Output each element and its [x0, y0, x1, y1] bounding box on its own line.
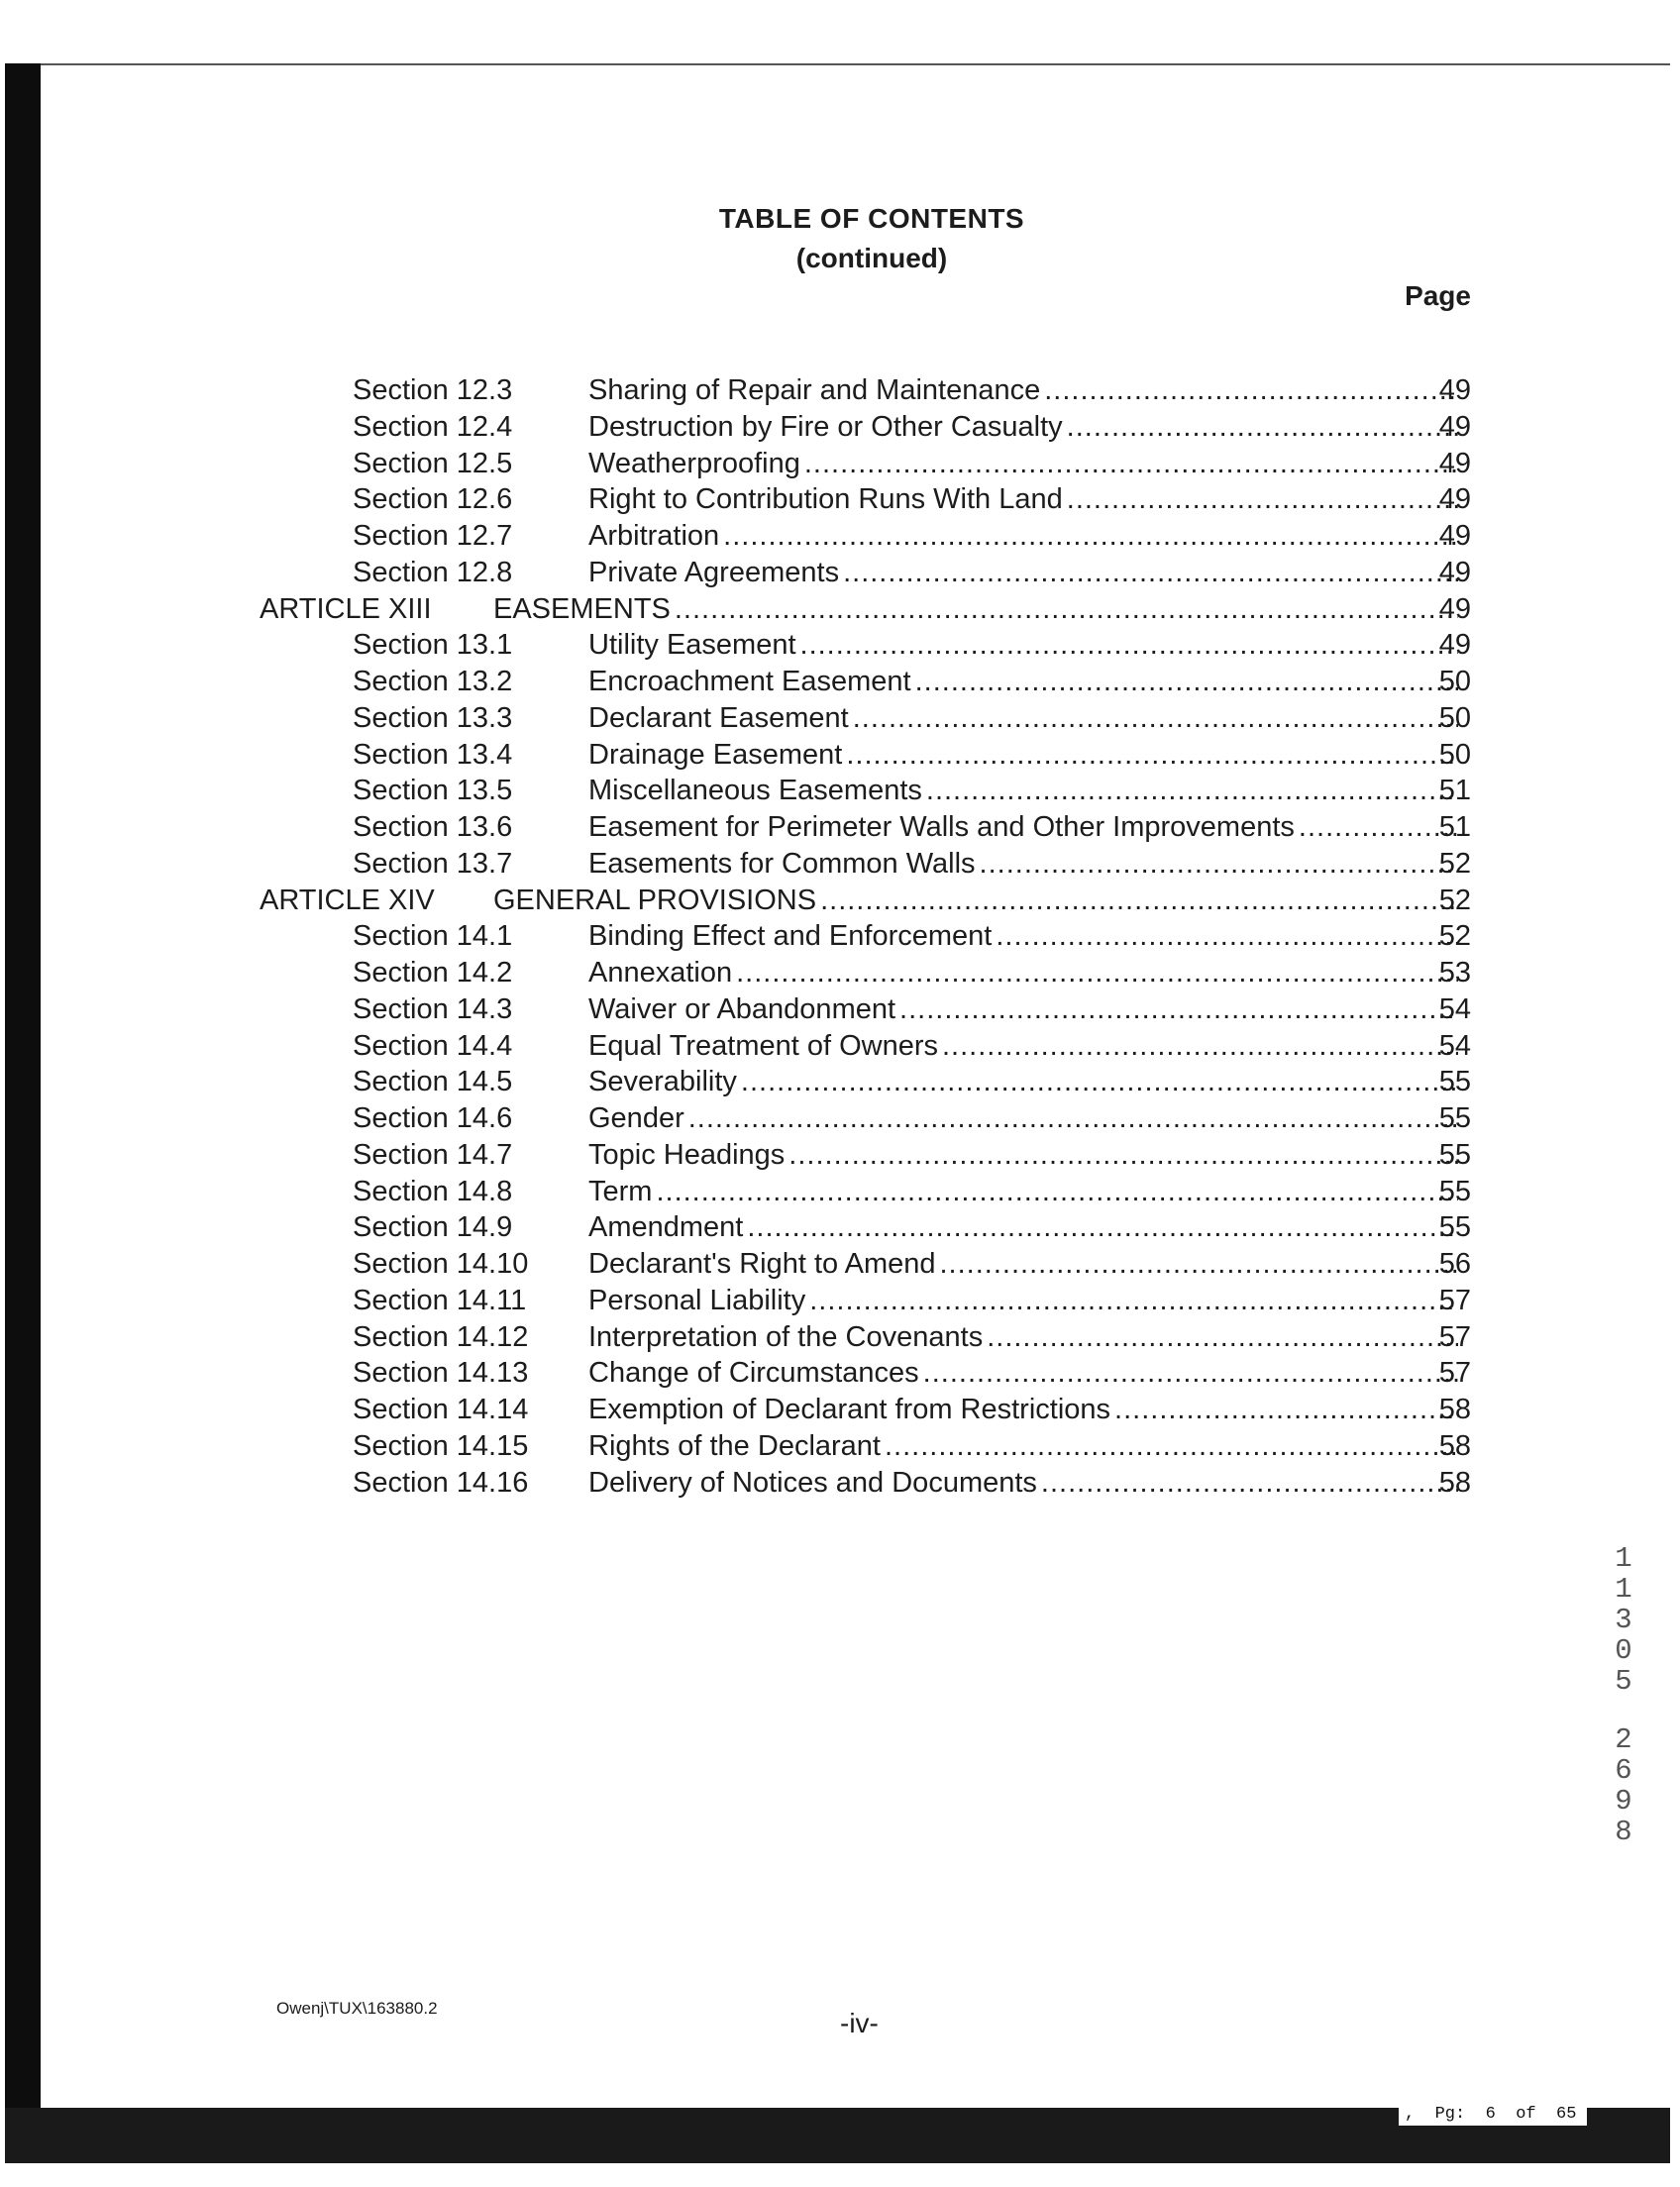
toc-dot-leader: [800, 627, 1458, 664]
toc-entry-page: 52: [1438, 884, 1471, 916]
toc-entry-title-cell: [588, 1465, 1458, 1502]
toc-section-row: [0, 846, 1680, 883]
stamp-page-digit: 2: [1615, 1723, 1632, 1756]
stamp-page-digit: 9: [1615, 1785, 1632, 1818]
toc-entry-title-cell: [588, 955, 1458, 991]
toc-entry-title-cell: [588, 481, 1458, 518]
toc-entry-number: Section 14.12: [353, 1320, 529, 1353]
toc-dot-leader: [853, 700, 1458, 737]
toc-entry-number: Section 12.6: [353, 483, 513, 516]
toc-entry-page: 49: [1438, 556, 1471, 588]
toc-entry-number: Section 13.5: [353, 775, 513, 807]
stamp-book-digit: 3: [1615, 1604, 1632, 1636]
toc-title: TABLE OF CONTENTS: [718, 203, 1025, 234]
toc-entry-title: Drainage Easement: [588, 738, 843, 771]
toc-section-row: [0, 1174, 1680, 1210]
toc-entry-title: Annexation: [588, 957, 733, 989]
toc-entry-title-cell: [588, 1064, 1458, 1100]
scan-frame-top: [5, 63, 1670, 65]
toc-entry-title: Arbitration: [588, 520, 720, 552]
toc-dot-leader: [996, 918, 1458, 955]
toc-entry-title-cell: [588, 1246, 1458, 1283]
toc-entry-page: 49: [1438, 483, 1471, 516]
toc-entry-title-cell: [493, 883, 1458, 919]
toc-entry-title-cell: [588, 1392, 1458, 1428]
recording-stamp: [1610, 1543, 1637, 1847]
footer-page-number: -iv-: [840, 2008, 879, 2038]
toc-entry-number: Section 14.11: [353, 1284, 527, 1316]
toc-entry-page: 54: [1438, 1029, 1471, 1062]
toc-dot-leader: [741, 1064, 1458, 1100]
toc-entry-title-cell: [588, 1283, 1458, 1319]
toc-entry-page: 58: [1438, 1429, 1471, 1462]
toc-entry-number: Section 13.7: [353, 847, 513, 880]
toc-entry-page: 50: [1438, 738, 1471, 771]
toc-entry-number: Section 14.5: [353, 1066, 513, 1098]
toc-section-row: [0, 955, 1680, 991]
toc-section-row: [0, 446, 1680, 482]
toc-entry-title-cell: [588, 555, 1458, 591]
toc-entry-title: Delivery of Notices and Documents: [588, 1466, 1037, 1499]
toc-entry-page: 51: [1438, 775, 1471, 807]
toc-section-row: [0, 372, 1680, 409]
toc-entry-number: Section 14.8: [353, 1175, 513, 1207]
toc-entry-title: Personal Liability: [588, 1284, 806, 1316]
toc-entry-title: Waiver or Abandonment: [588, 992, 896, 1025]
toc-section-row: [0, 773, 1680, 809]
toc-entry-page: 57: [1438, 1284, 1471, 1316]
toc-entry-number: Section 13.6: [353, 811, 513, 843]
toc-dot-leader: [675, 591, 1458, 628]
toc-entry-number: Section 14.1: [353, 920, 513, 953]
toc-entry-page: 49: [1438, 520, 1471, 552]
toc-entry-page: 57: [1438, 1357, 1471, 1390]
stamp-book-digit: 1: [1615, 1542, 1632, 1575]
toc-dot-leader: [843, 555, 1458, 591]
toc-article-row: [0, 591, 1680, 628]
toc-entry-title: GENERAL PROVISIONS: [493, 884, 817, 916]
toc-entry-title: Binding Effect and Enforcement: [588, 920, 993, 953]
toc-section-row: [0, 1392, 1680, 1428]
toc-entry-title: Exemption of Declarant from Restrictions: [588, 1394, 1111, 1425]
toc-entry-title: Gender: [588, 1102, 684, 1134]
toc-entry-title-cell: [588, 446, 1458, 482]
toc-entry-title-cell: [588, 1137, 1458, 1174]
toc-entry-title: Right to Contribution Runs With Land: [588, 483, 1063, 516]
toc-entry-page: 55: [1438, 1066, 1471, 1098]
toc-section-row: [0, 991, 1680, 1028]
toc-entry-number: Section 14.4: [353, 1029, 513, 1062]
toc-section-row: [0, 481, 1680, 518]
toc-entry-page: 58: [1438, 1466, 1471, 1499]
toc-entry-page: 56: [1438, 1248, 1471, 1280]
toc-entry-title-cell: [588, 809, 1458, 846]
toc-entry-page: 49: [1438, 592, 1471, 625]
toc-section-row: [0, 809, 1680, 846]
toc-entry-page: 52: [1438, 920, 1471, 953]
toc-entry-number: Section 14.2: [353, 957, 513, 989]
toc-dot-leader: [804, 446, 1458, 482]
toc-entry-title: Interpretation of the Covenants: [588, 1320, 984, 1353]
scan-page-badge: , Pg: 6 of 65: [1399, 2104, 1587, 2126]
stamp-gap: [1610, 1697, 1637, 1724]
toc-dot-leader: [987, 1319, 1458, 1356]
toc-entry-page: 55: [1438, 1175, 1471, 1207]
toc-list: [0, 372, 1680, 1501]
toc-entry-page: 52: [1438, 847, 1471, 880]
toc-section-row: [0, 1283, 1680, 1319]
toc-article-row: [0, 883, 1680, 919]
toc-entry-title-cell: [588, 773, 1458, 809]
toc-entry-number: ARTICLE XIV: [260, 884, 435, 916]
toc-entry-number: Section 13.3: [353, 701, 513, 734]
toc-entry-title-cell: [493, 591, 1458, 628]
toc-entry-title-cell: [588, 1100, 1458, 1137]
toc-entry-number: Section 13.2: [353, 666, 513, 697]
toc-entry-page: 57: [1438, 1320, 1471, 1353]
toc-dot-leader: [723, 518, 1458, 555]
toc-section-row: [0, 664, 1680, 700]
toc-section-row: [0, 1246, 1680, 1283]
toc-entry-number: Section 12.3: [353, 374, 513, 406]
toc-section-row: [0, 555, 1680, 591]
page-column-label: Page: [1405, 280, 1471, 311]
toc-section-row: [0, 627, 1680, 664]
toc-dot-leader: [1299, 809, 1458, 846]
toc-entry-title-cell: [588, 409, 1458, 446]
toc-dot-leader: [788, 1137, 1458, 1174]
toc-entry-title-cell: [588, 737, 1458, 774]
toc-entry-number: Section 14.16: [353, 1466, 529, 1499]
toc-entry-number: Section 14.10: [353, 1248, 529, 1280]
toc-entry-title-cell: [588, 1028, 1458, 1065]
toc-entry-title-cell: [588, 664, 1458, 700]
toc-entry-number: Section 14.6: [353, 1102, 513, 1134]
toc-section-row: [0, 1100, 1680, 1137]
toc-entry-number: Section 12.4: [353, 410, 513, 443]
toc-dot-leader: [846, 737, 1458, 774]
toc-entry-title-cell: [588, 1174, 1458, 1210]
toc-entry-title-cell: [588, 518, 1458, 555]
toc-entry-number: Section 14.3: [353, 992, 513, 1025]
stamp-page-digit: 8: [1615, 1816, 1632, 1848]
toc-entry-page: 49: [1438, 410, 1471, 443]
toc-dot-leader: [820, 883, 1458, 919]
stamp-page-digit: 6: [1615, 1754, 1632, 1787]
toc-section-row: [0, 737, 1680, 774]
toc-dot-leader: [809, 1283, 1458, 1319]
toc-dot-leader: [1067, 481, 1458, 518]
toc-dot-leader: [940, 1246, 1459, 1283]
toc-section-row: [0, 1209, 1680, 1246]
toc-entry-page: 58: [1438, 1394, 1471, 1425]
toc-entry-title: Sharing of Repair and Maintenance: [588, 374, 1041, 406]
toc-entry-title: Weatherproofing: [588, 447, 800, 479]
toc-entry-title: Declarant's Right to Amend: [588, 1248, 936, 1280]
toc-entry-page: 49: [1438, 447, 1471, 479]
toc-entry-title: Private Agreements: [588, 556, 840, 588]
toc-entry-title: Miscellaneous Easements: [588, 775, 922, 807]
toc-dot-leader: [885, 1428, 1458, 1465]
toc-entry-title-cell: [588, 1319, 1458, 1356]
toc-entry-number: Section 14.14: [353, 1394, 529, 1425]
toc-dot-leader: [1114, 1392, 1458, 1428]
toc-entry-title-cell: [588, 1209, 1458, 1246]
toc-dot-leader: [656, 1174, 1458, 1210]
toc-dot-leader: [942, 1028, 1458, 1065]
toc-entry-number: Section 12.7: [353, 520, 513, 552]
toc-entry-page: 49: [1438, 629, 1471, 662]
toc-entry-title: Equal Treatment of Owners: [588, 1029, 938, 1062]
toc-entry-number: Section 13.1: [353, 629, 513, 662]
toc-section-row: [0, 1028, 1680, 1065]
stamp-book-digit: 5: [1615, 1665, 1632, 1698]
toc-entry-title: Declarant Easement: [588, 701, 849, 734]
toc-entry-title: EASEMENTS: [493, 592, 671, 625]
toc-section-row: [0, 1465, 1680, 1502]
toc-section-row: [0, 1428, 1680, 1465]
toc-dot-leader: [1041, 1465, 1458, 1502]
toc-dot-leader: [980, 846, 1458, 883]
toc-entry-number: Section 13.4: [353, 738, 513, 771]
toc-entry-title: Topic Headings: [588, 1138, 786, 1171]
toc-entry-number: Section 12.8: [353, 556, 513, 588]
toc-entry-page: 55: [1438, 1211, 1471, 1244]
toc-dot-leader: [688, 1100, 1458, 1137]
toc-entry-page: 49: [1438, 374, 1471, 406]
toc-dot-leader: [899, 991, 1458, 1028]
toc-entry-title-cell: [588, 1428, 1458, 1465]
toc-section-row: [0, 1319, 1680, 1356]
toc-entry-page: 50: [1438, 701, 1471, 734]
toc-dot-leader: [926, 773, 1458, 809]
toc-entry-title-cell: [588, 1355, 1458, 1392]
toc-entry-title: Encroachment Easement: [588, 666, 911, 697]
toc-entry-title: Rights of the Declarant: [588, 1429, 881, 1462]
toc-subtitle: (continued): [795, 243, 948, 273]
toc-entry-title: Amendment: [588, 1211, 744, 1244]
toc-section-row: [0, 700, 1680, 737]
toc-dot-leader: [923, 1355, 1458, 1392]
toc-entry-page: 51: [1438, 811, 1471, 843]
toc-entry-page: 50: [1438, 666, 1471, 697]
toc-entry-title-cell: [588, 991, 1458, 1028]
toc-entry-title-cell: [588, 700, 1458, 737]
toc-entry-title-cell: [588, 918, 1458, 955]
toc-entry-title: Change of Circumstances: [588, 1357, 919, 1390]
toc-entry-number: Section 14.9: [353, 1211, 513, 1244]
toc-entry-title: Severability: [588, 1066, 737, 1098]
toc-section-row: [0, 1355, 1680, 1392]
toc-entry-title: Easements for Common Walls: [588, 847, 976, 880]
toc-entry-page: 55: [1438, 1102, 1471, 1134]
toc-section-row: [0, 1064, 1680, 1100]
footer-doc-id: Owenj\TUX\163880.2: [276, 1999, 438, 2018]
toc-entry-title: Destruction by Fire or Other Casualty: [588, 410, 1063, 443]
toc-entry-title: Term: [588, 1175, 653, 1207]
toc-dot-leader: [1067, 409, 1458, 446]
toc-entry-title-cell: [588, 372, 1458, 409]
toc-section-row: [0, 409, 1680, 446]
toc-dot-leader: [1044, 372, 1458, 409]
toc-entry-number: Section 14.13: [353, 1357, 529, 1390]
toc-entry-page: 54: [1438, 992, 1471, 1025]
toc-entry-title: Utility Easement: [588, 629, 796, 662]
toc-dot-leader: [736, 955, 1458, 991]
toc-entry-title-cell: [588, 846, 1458, 883]
toc-section-row: [0, 918, 1680, 955]
toc-section-row: [0, 1137, 1680, 1174]
toc-entry-number: Section 14.7: [353, 1138, 513, 1171]
toc-entry-title: Easement for Perimeter Walls and Other Improvements: [588, 811, 1295, 843]
toc-dot-leader: [915, 664, 1458, 700]
toc-entry-number: ARTICLE XIII: [260, 592, 432, 625]
stamp-book-digit: 0: [1615, 1634, 1632, 1667]
stamp-book-digit: 1: [1615, 1573, 1632, 1606]
toc-entry-number: Section 14.15: [353, 1429, 529, 1462]
toc-section-row: [0, 518, 1680, 555]
toc-entry-title-cell: [588, 627, 1458, 664]
toc-entry-page: 55: [1438, 1138, 1471, 1171]
toc-entry-number: Section 12.5: [353, 447, 513, 479]
toc-entry-page: 53: [1438, 957, 1471, 989]
toc-dot-leader: [747, 1209, 1458, 1246]
